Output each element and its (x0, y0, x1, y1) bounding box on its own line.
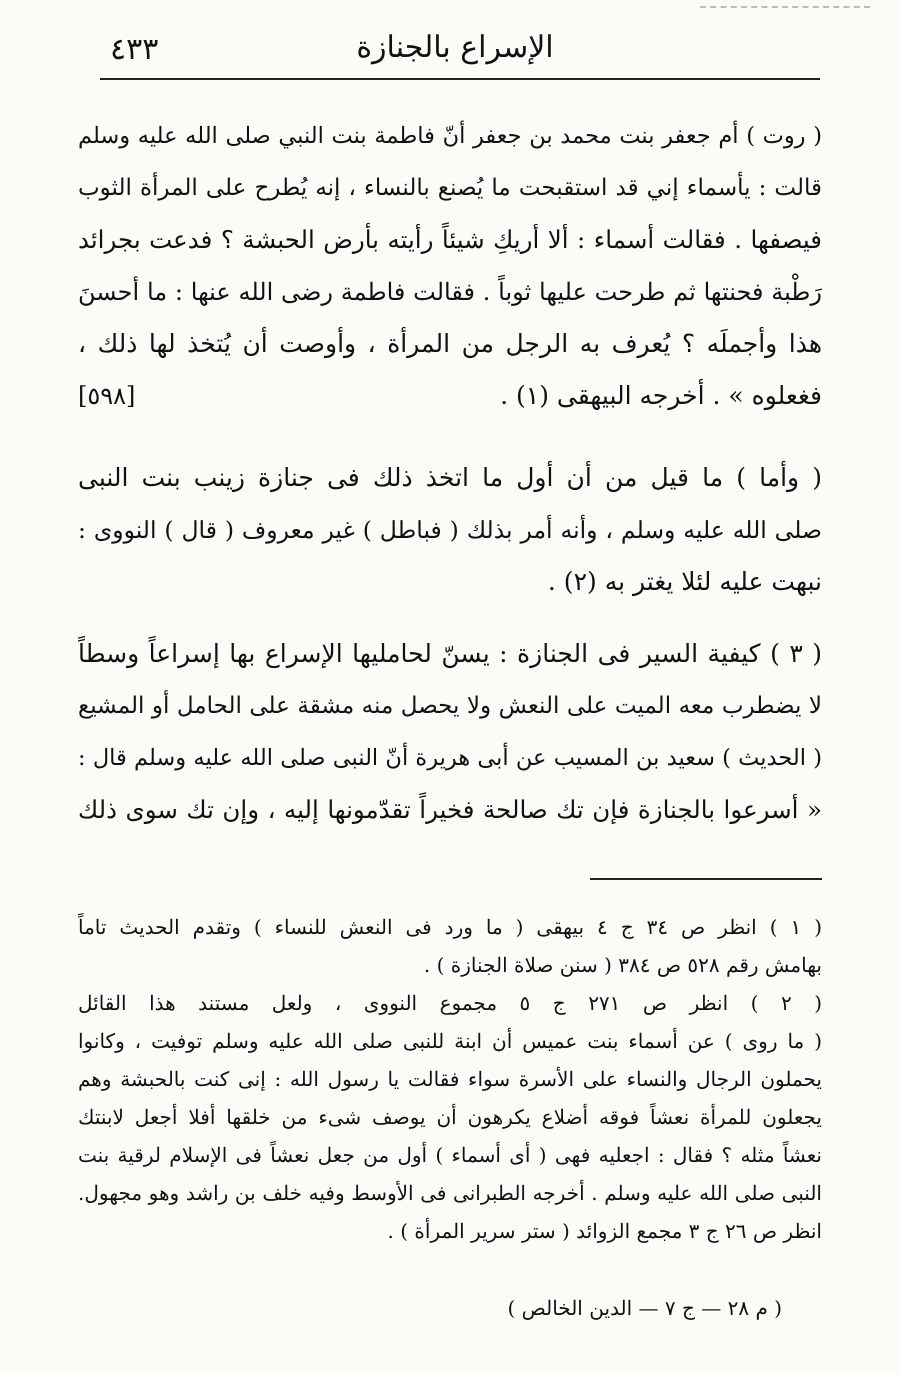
footnote-line: ( ١ ) انظر ص ٣٤ ج ٤ بيهقى ( ما ورد فى النعش للنساء ) وتقدم الحديث تاماً (78, 915, 822, 939)
text-line: فيصفها . فقالت أسماء : ألا أريكِ شيئاً رأيته بأرض الحبشة ؟ فدعت بجرائد (78, 225, 822, 254)
footnote-line: انظر ص ٢٦ ج ٣ مجمع الزوائد ( ستر سرير المرأة ) . (387, 1219, 822, 1243)
footnote-line: يحملون الرجال والنساء على الأسرة سواء فقالت يا رسول الله : إنى كنت بالحبشة وهم (78, 1067, 822, 1091)
text-line (78, 370, 822, 422)
text-line: ( ٣ ) كيفية السير فى الجنازة : يسنّ لحامليها الإسراع بها إسراعاً وسطاً (78, 639, 822, 668)
text-line: قالت : يأسماء إني قد استقبحت ما يُصنع بالنساء ، إنه يُطرح على المرأة الثوب (78, 175, 822, 201)
running-title: الإسراع بالجنازة (356, 30, 554, 65)
text-line: رَطْبة فحنتها ثم طرحت عليها ثوباً . فقالت فاطمة رضى الله عنها : ما أحسنَ (78, 278, 822, 306)
page-header (90, 28, 820, 76)
text-line: هذا وأجملَه ؟ يُعرف به الرجل من المرأة ، وأوصت أن يُتخذ لها ذلك ، (78, 329, 822, 358)
footnote-separator (590, 878, 822, 880)
footnote-line: يجعلون للمرأة نعشاً فوقه أضلاع يكرهون أن يوصف شىء من خلقها أفلا أجعل لابنتك (78, 1105, 822, 1129)
text-line: لا يضطرب معه الميت على النعش ولا يحصل منه مشقة على الحامل أو المشيع (78, 693, 822, 719)
hadith-reference-number: [٥٩٨] (78, 382, 136, 410)
footnote-line: نعشاً مثله ؟ فقال : اجعليه فهى ( أى أسماء ) أول من جعل نعشاً فى الإسلام لرقية بنت (78, 1143, 822, 1167)
text-line: ( روت ) أم جعفر بنت محمد بن جعفر أنّ فاطمة بنت النبي صلى الله عليه وسلم (78, 123, 822, 149)
text-line-content: فغعلوه » . أخرجه البيهقى (١) . (500, 381, 822, 410)
printer-signature: ( م ٢٨ — ج ٧ — الدين الخالص ) (507, 1296, 782, 1320)
text-line: ( وأما ) ما قيل من أن أول ما اتخذ ذلك فى جنازة زينب بنت النبى (78, 463, 822, 492)
text-line: نبهت عليه لئلا يغتر به (٢) . (547, 567, 822, 596)
footnote-line: ( ما روى ) عن أسماء بنت عميس أن ابنة للنبى صلى الله عليه وسلم توفيت ، وكانوا (78, 1029, 822, 1053)
footnote-line: ( ٢ ) انظر ص ٢٧١ ج ٥ مجموع النووى ، ولعل مستند هذا القائل (78, 991, 822, 1015)
text-line: ( الحديث ) سعيد بن المسيب عن أبى هريرة أنّ النبى صلى الله عليه وسلم قال : (78, 745, 822, 771)
footnote-line: النبى صلى الله عليه وسلم . أخرجه الطبرانى فى الأوسط وفيه خلف بن راشد وهو مجهول. (78, 1181, 822, 1205)
text-line: صلى الله عليه وسلم ، وأنه أمر بذلك ( فباطل ) غير معروف ( قال ) النووى : (78, 516, 822, 544)
header-rule (100, 78, 820, 80)
page-number: ٤٣٣ (110, 32, 159, 67)
footnote-line: بهامش رقم ٥٢٨ ص ٣٨٤ ( سنن صلاة الجنازة ) . (423, 953, 822, 977)
paragraph-funeral-pace (78, 628, 822, 836)
paragraph-hadith-fatima (78, 110, 822, 422)
text-line: « أسرعوا بالجنازة فإن تك صالحة فخيراً تقدّمونها إليه ، وإن تك سوى ذلك (78, 795, 822, 824)
footnotes (78, 908, 822, 1250)
scan-edge-mark (700, 6, 870, 8)
paragraph-zaynab-claim (78, 452, 822, 608)
